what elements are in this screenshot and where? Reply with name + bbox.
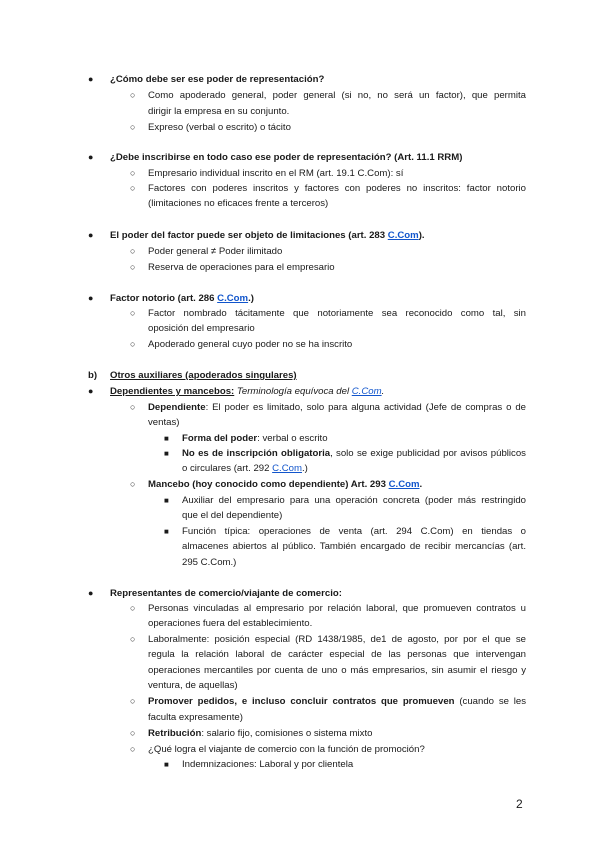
list-item: faculta expresamente) bbox=[148, 712, 243, 723]
list-item: Laboralmente: posición especial (RD 1438/1985, de1 de agosto, por por el que se bbox=[148, 634, 526, 645]
list-item: regula la relación laboral de carácter especial de las personas que intervengan bbox=[148, 649, 526, 660]
circle-bullet-icon: ○ bbox=[130, 183, 136, 193]
list-item: operaciones fuera del establecimiento. bbox=[148, 618, 313, 629]
list-item: ¿Qué logra el viajante de comercio con la función de promoción? bbox=[148, 744, 425, 755]
list-item: almacenes abiertos al público. También encargado de recibir mercancías (art. bbox=[182, 541, 526, 552]
square-bullet-icon: ■ bbox=[164, 496, 169, 505]
list-item bbox=[148, 727, 372, 740]
list-item: Auxiliar del empresario para una operación concreta (poder más restringido bbox=[182, 495, 526, 506]
list-item bbox=[182, 432, 328, 445]
list-item: Indemnizaciones: Laboral y por clientela bbox=[182, 759, 354, 770]
ccom-link[interactable]: C.Com bbox=[351, 386, 382, 397]
heading-text: El poder del factor puede ser objeto de limitaciones (art. 283 bbox=[110, 230, 388, 241]
term-text: (cuando se les bbox=[454, 696, 527, 707]
heading-note: . bbox=[381, 386, 385, 397]
bullet-icon: ● bbox=[88, 293, 94, 303]
bullet-icon: ● bbox=[88, 230, 94, 240]
circle-bullet-icon: ○ bbox=[130, 122, 136, 132]
list-item: operaciones mercantiles por cuenta de uno o más empresarios, sin asumir el riesgo y bbox=[148, 665, 526, 676]
circle-bullet-icon: ○ bbox=[130, 479, 136, 489]
bullet-icon: ● bbox=[88, 74, 94, 84]
term-label: Mancebo (hoy conocido como dependiente) Art. 293 bbox=[148, 479, 389, 490]
heading-note: Terminología equívoca del bbox=[234, 386, 352, 397]
bullet-icon: ● bbox=[88, 588, 94, 598]
list-item: ventas) bbox=[148, 417, 180, 428]
section-heading: ¿Cómo debe ser ese poder de representación? bbox=[110, 74, 325, 85]
list-item bbox=[148, 401, 526, 414]
circle-bullet-icon: ○ bbox=[130, 262, 136, 272]
section-heading: Otros auxiliares (apoderados singulares) bbox=[110, 370, 297, 381]
circle-bullet-icon: ○ bbox=[130, 402, 136, 412]
term-text: : El poder es limitado, solo para alguna actividad (Jefe de compras o de bbox=[205, 402, 526, 413]
square-bullet-icon: ■ bbox=[164, 434, 169, 443]
term-text: : salario fijo, comisiones o sistema mixto bbox=[201, 728, 373, 739]
circle-bullet-icon: ○ bbox=[130, 90, 136, 100]
square-bullet-icon: ■ bbox=[164, 527, 169, 536]
list-item: (limitaciones no eficaces frente a terceros) bbox=[148, 198, 329, 209]
list-item bbox=[182, 462, 308, 475]
heading-text: Dependientes y mancebos: bbox=[110, 386, 235, 397]
circle-bullet-icon: ○ bbox=[130, 696, 136, 706]
bullet-icon: ● bbox=[88, 386, 94, 396]
square-bullet-icon: ■ bbox=[164, 449, 169, 458]
ccom-link[interactable]: C.Com bbox=[388, 479, 420, 490]
term-label: Promover pedidos, e incluso concluir contratos que promueven bbox=[148, 696, 455, 707]
term-label: Dependiente bbox=[148, 402, 206, 413]
circle-bullet-icon: ○ bbox=[130, 603, 136, 613]
list-item: Empresario individual inscrito en el RM (art. 19.1 C.Com): sí bbox=[148, 168, 404, 179]
square-bullet-icon: ■ bbox=[164, 760, 169, 769]
list-item: Factor nombrado tácitamente que notoriamente sea reconocido como tal, sin bbox=[148, 308, 526, 319]
ccom-link[interactable]: C.Com bbox=[272, 463, 302, 474]
list-item: dirigir la empresa en su conjunto. bbox=[148, 106, 290, 117]
list-item: Poder general ≠ Poder ilimitado bbox=[148, 246, 283, 257]
circle-bullet-icon: ○ bbox=[130, 246, 136, 256]
list-item bbox=[182, 447, 526, 460]
ccom-link[interactable]: C.Com bbox=[387, 230, 419, 241]
list-item bbox=[148, 478, 422, 491]
list-item: 295 C.Com.) bbox=[182, 557, 237, 568]
circle-bullet-icon: ○ bbox=[130, 168, 136, 178]
section-heading bbox=[110, 229, 425, 242]
list-item: Factores con poderes inscritos y factores con poderes no inscritos: factor notorio bbox=[148, 183, 526, 194]
list-item: ventura, de aquellas) bbox=[148, 680, 238, 691]
circle-bullet-icon: ○ bbox=[130, 634, 136, 644]
circle-bullet-icon: ○ bbox=[130, 339, 136, 349]
term-text: o circulares (art. 292 bbox=[182, 463, 273, 474]
section-heading: ¿Debe inscribirse en todo caso ese poder de representación? (Art. 11.1 RRM) bbox=[110, 152, 463, 163]
list-item: Apoderado general cuyo poder no se ha inscrito bbox=[148, 339, 353, 350]
section-heading bbox=[110, 292, 254, 305]
term-label: No es de inscripción obligatoria bbox=[182, 448, 331, 459]
circle-bullet-icon: ○ bbox=[130, 744, 136, 754]
list-item: que el del dependiente) bbox=[182, 510, 283, 521]
heading-text: Factor notorio (art. 286 bbox=[110, 293, 218, 304]
section-label: b) bbox=[88, 370, 98, 381]
page-number: 2 bbox=[516, 797, 523, 811]
term-text: : verbal o escrito bbox=[257, 433, 328, 444]
heading-text: ). bbox=[418, 230, 425, 241]
section-heading bbox=[110, 385, 384, 398]
list-item: Como apoderado general, poder general (si no, no será un factor), que permita bbox=[148, 90, 526, 101]
list-item: Expreso (verbal o escrito) o tácito bbox=[148, 122, 291, 133]
term-label: Retribución bbox=[148, 728, 202, 739]
list-item bbox=[148, 695, 526, 708]
term-label: Forma del poder bbox=[182, 433, 258, 444]
section-heading: Representantes de comercio/viajante de comercio: bbox=[110, 588, 342, 599]
list-item: Función típica: operaciones de venta (art. 294 C.Com) en tiendas o bbox=[182, 526, 526, 537]
term-text: , solo se exige publicidad por avisos públicos bbox=[330, 448, 526, 459]
term-label: . bbox=[419, 479, 423, 490]
bullet-icon: ● bbox=[88, 152, 94, 162]
ccom-link[interactable]: C.Com bbox=[217, 293, 249, 304]
circle-bullet-icon: ○ bbox=[130, 308, 136, 318]
list-item: Reserva de operaciones para el empresario bbox=[148, 262, 335, 273]
list-item: Personas vinculadas al empresario por relación laboral, que promueven contratos u bbox=[148, 603, 526, 614]
list-item: oposición del empresario bbox=[148, 323, 255, 334]
heading-text: .) bbox=[248, 293, 254, 304]
term-text: .) bbox=[301, 463, 308, 474]
circle-bullet-icon: ○ bbox=[130, 728, 136, 738]
